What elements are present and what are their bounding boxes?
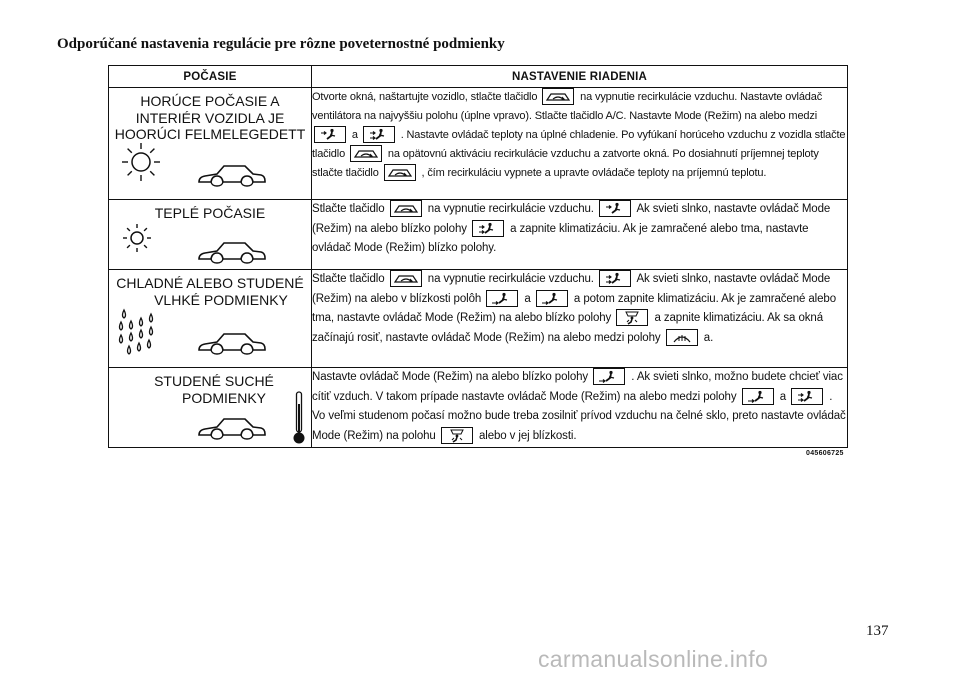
recirculation-icon xyxy=(390,270,422,287)
weather-name xyxy=(109,88,311,143)
instruction-text: a xyxy=(779,390,787,403)
bilevel-mode-icon xyxy=(363,126,395,143)
weather-name-line: VLHKÉ PODMIENKY xyxy=(154,291,288,308)
instruction-text: , čím recirkuláciu vypnete a upravte ovládače teploty na príjemnú teplotu. xyxy=(421,167,767,179)
instruction-text: Ak svieti slnko, nastavte ovládač Mode (Režim) na alebo blízko polohy xyxy=(312,203,831,235)
watermark[interactable]: carmanualsonline.info xyxy=(538,646,769,672)
instruction-text: . xyxy=(493,242,497,255)
weather-name-line: HOORÚCI FELMELEGEDETT xyxy=(114,126,306,142)
weather-name-line: CHLADNÉ ALEBO STUDENÉ xyxy=(116,275,304,291)
instruction-text: . Vo veľmi studenom počasí možno bude treba zosilniť prívod vzduchu na čelné sklo, preto nastavte ovládač Mode (Režim) na polohu xyxy=(312,390,846,442)
recirculation-icon xyxy=(390,200,422,217)
table-row xyxy=(109,200,848,270)
weather-name-line: PODMIENKY xyxy=(181,389,266,406)
instruction-text: a xyxy=(703,331,711,344)
control-column-header: NASTAVENIE RIADENIA xyxy=(312,66,848,88)
instruction-text: Ak svieti slnko, nastavte ovládač Mode (Režim) na alebo v blízkosti polôh xyxy=(312,273,831,305)
weather-column-header: POČASIE xyxy=(109,66,312,88)
instruction-text: a zapnite klimatizáciu. Ak sa okná začínajú rosiť, nastavte ovládač Mode (Režim) na alebo medzi polohy xyxy=(312,312,823,344)
warm-sun-icon xyxy=(121,222,153,259)
weather-name-line: HORÚCE POČASIE A xyxy=(140,93,280,109)
page-heading: Odporúčané nastavenia regulácie pre rôzne poveternostné podmienky xyxy=(57,36,505,52)
weather-cell xyxy=(109,368,312,448)
rain-drops-icon xyxy=(117,306,157,361)
instruction-text: Stlačte tlačidlo xyxy=(312,273,385,286)
instruction-text: alebo v jej blízkosti. xyxy=(478,429,577,442)
weather-cell xyxy=(109,88,312,200)
instruction-text: a xyxy=(524,292,531,305)
weather-name-line: TEPLÉ POČASIE xyxy=(154,205,266,221)
instruction-text: a potom zapnite klimatizáciu. Ak je zamračené alebo tma, nastavte ovládač Mode (Režim) na alebo blízko polohy xyxy=(312,292,837,325)
page-number: 137 xyxy=(866,623,889,639)
recirculation-icon xyxy=(384,164,416,181)
instruction-text: a zapnite klimatizáciu. Ak je zamračené alebo tma, nastavte ovládač Mode (Režim) blízko polohy xyxy=(312,222,809,255)
instruction-text: . xyxy=(710,331,714,344)
recommended-settings-table xyxy=(108,65,848,448)
floor-mode-icon xyxy=(536,290,568,307)
control-cell xyxy=(312,88,848,200)
instruction-text: Nastavte ovládač Mode (Režim) na alebo blízko polohy xyxy=(312,371,589,384)
instruction-text: Stlačte tlačidlo xyxy=(312,203,385,216)
table-row xyxy=(109,368,848,448)
instruction-text: na vypnutie recirkulácie vzduchu. xyxy=(427,203,594,216)
car-icon xyxy=(197,414,267,445)
instruction-text: a xyxy=(351,129,358,141)
floor-mode-icon xyxy=(486,290,518,307)
panel-mode-icon xyxy=(314,126,346,143)
instruction-text: na vypnutie recirkulácie vzduchu. Nastavte ovládač ventilátora na najvyššiu polohu (úplne vpravo). Stlačte tlačidlo A/C. Nastavte Mode (Režim) na alebo medzi xyxy=(312,91,823,122)
table-row xyxy=(109,270,848,368)
control-cell xyxy=(312,368,848,448)
control-cell xyxy=(312,270,848,368)
table-row xyxy=(109,88,848,200)
weather-name-line: INTERIÉR VOZIDLA JE xyxy=(135,109,285,126)
mix-mode-icon xyxy=(616,309,648,326)
weather-name xyxy=(109,368,311,406)
defrost-mode-icon xyxy=(666,329,698,346)
thermometer-icon xyxy=(292,390,306,451)
car-icon xyxy=(197,329,267,360)
bilevel-mode-icon xyxy=(599,270,631,287)
instruction-text: . Nastavte ovládač teploty na úplné chladenie. Po vyfúkaní horúceho vzduchu z vozidla stlačte tlačidlo xyxy=(312,129,846,160)
instruction-text: na opätovnú aktiváciu recirkulácie vzduchu a zatvorte okná. Po dosiahnutí príjemnej teploty stlačte tlačidlo xyxy=(312,148,819,179)
hot-sun-icon xyxy=(119,140,163,189)
car-icon xyxy=(197,161,267,192)
control-cell xyxy=(312,200,848,270)
mix-mode-icon xyxy=(441,427,473,444)
weather-name xyxy=(109,270,311,308)
bilevel-mode-icon xyxy=(472,220,504,237)
instruction-text: . Ak svieti slnko, možno budete chcieť viac cítiť vzduch. V takom prípade nastavte ovládač Mode (Režim) na alebo medzi polohy xyxy=(312,371,843,403)
weather-name xyxy=(109,200,311,222)
recirculation-icon xyxy=(350,145,382,162)
floor-mode-icon xyxy=(742,388,774,405)
weather-name-line: STUDENÉ SUCHÉ xyxy=(154,373,274,389)
recirculation-icon xyxy=(542,88,574,105)
car-icon xyxy=(197,238,267,269)
floor-mode-icon xyxy=(593,368,625,385)
document-code: 045606725 xyxy=(806,450,844,457)
panel-mode-icon xyxy=(599,200,631,217)
instruction-text: na vypnutie recirkulácie vzduchu. xyxy=(427,273,594,286)
instruction-text: Otvorte okná, naštartujte vozidlo, stlačte tlačidlo xyxy=(312,91,538,103)
bilevel-mode-icon xyxy=(791,388,823,405)
weather-cell xyxy=(109,200,312,270)
table-header-row xyxy=(109,66,848,88)
weather-cell xyxy=(109,270,312,368)
